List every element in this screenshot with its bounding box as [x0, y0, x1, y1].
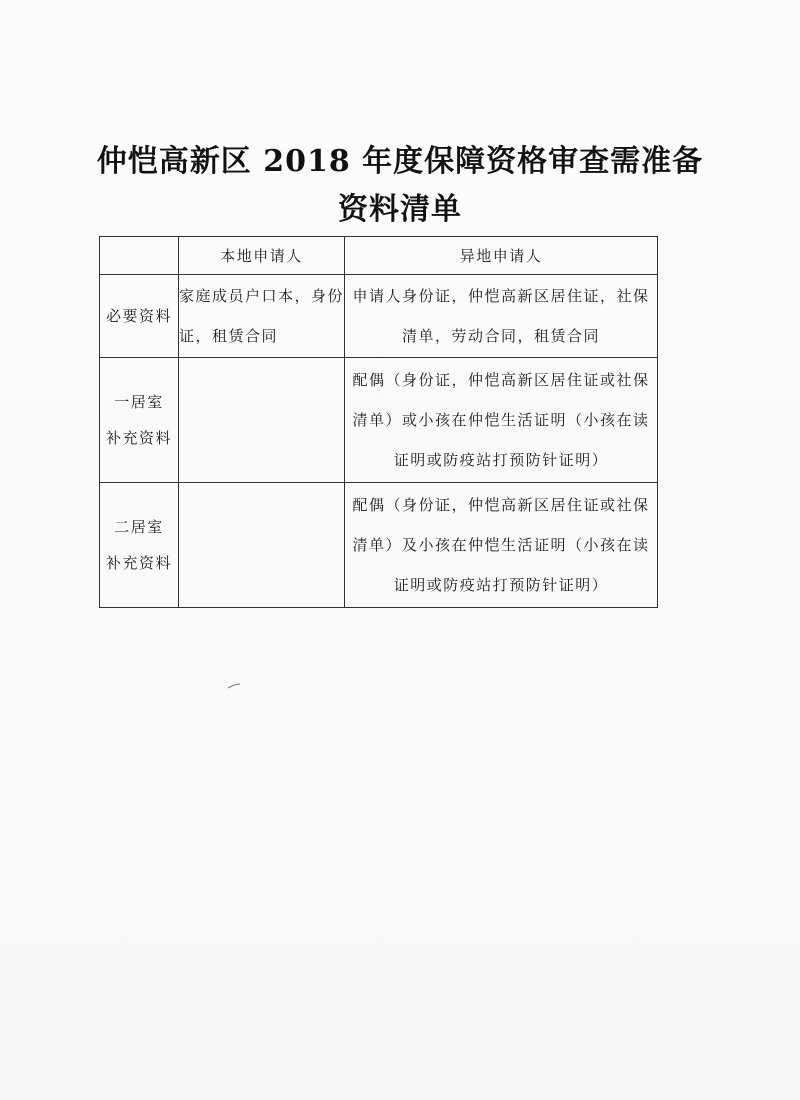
cell-local-one-bedroom — [179, 358, 345, 483]
row-label-two-bedroom — [100, 483, 179, 608]
table-row — [100, 483, 658, 608]
table-header-row — [100, 237, 658, 275]
row-label-two-bedroom-line1: 二居室 — [114, 518, 164, 536]
table-row — [100, 275, 658, 358]
cell-nonlocal-one-bedroom: 配偶（身份证，仲恺高新区居住证或社保清单）或小孩在仲恺生活证明（小孩在读证明或防疫站打预防针证明） — [345, 358, 658, 483]
cell-nonlocal-required: 申请人身份证，仲恺高新区居住证，社保清单，劳动合同，租赁合同 — [345, 275, 658, 358]
materials-table — [99, 236, 658, 608]
row-label-one-bedroom-line2: 补充资料 — [105, 429, 172, 447]
header-nonlocal-applicant: 异地申请人 — [345, 237, 658, 275]
header-local-applicant: 本地申请人 — [179, 237, 345, 275]
cell-local-required: 家庭成员户口本，身份证，租赁合同 — [179, 275, 345, 358]
header-empty-cell — [100, 237, 179, 275]
row-label-one-bedroom — [100, 358, 179, 483]
document-title-line2: 资料清单 — [338, 192, 462, 227]
cell-local-two-bedroom — [179, 483, 345, 608]
row-label-required: 必要资料 — [100, 275, 179, 358]
stray-pen-mark — [227, 683, 241, 689]
cell-nonlocal-two-bedroom: 配偶（身份证，仲恺高新区居住证或社保清单）及小孩在仲恺生活证明（小孩在读证明或防疫站打预防针证明） — [345, 483, 658, 608]
table-row — [100, 358, 658, 483]
row-label-one-bedroom-line1: 一居室 — [114, 393, 164, 411]
row-label-two-bedroom-line2: 补充资料 — [105, 554, 172, 572]
document-title-line1: 仲恺高新区 2018 年度保障资格审查需准备 — [96, 144, 704, 179]
